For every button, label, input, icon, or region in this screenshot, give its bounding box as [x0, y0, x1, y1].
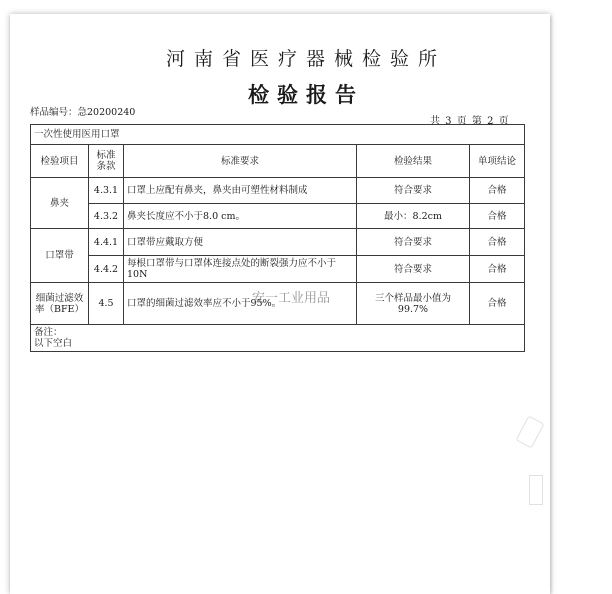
result-cell: 符合要求 [357, 256, 470, 283]
clause-cell: 4.3.2 [89, 204, 124, 229]
remarks-value: 以下空白 [34, 338, 73, 349]
inspection-table [30, 124, 525, 352]
remarks-label: 备注： [34, 327, 63, 338]
header-requirement: 标准要求 [124, 145, 357, 178]
item-group-cell: 细菌过滤效率（BFE） [31, 283, 89, 325]
header-conclusion: 单项结论 [470, 145, 525, 178]
header-result: 检验结果 [357, 145, 470, 178]
table-row [31, 204, 525, 229]
item-group-cell: 口罩带 [31, 229, 89, 283]
requirement-cell: 鼻夹长度应不小于8.0 cm。 [124, 204, 357, 229]
result-cell: 三个样品最小值为99.7% [357, 283, 470, 325]
watermark-text: 安一工业用品 [252, 291, 331, 306]
result-cell: 最小：8.2cm [357, 204, 470, 229]
conclusion-cell: 合格 [470, 256, 525, 283]
requirement-cell: 口罩的细菌过滤效率应不小于95%。 [124, 283, 357, 325]
item-group-cell: 鼻夹 [31, 178, 89, 229]
sample-number: 样品编号：急20200240 [30, 107, 136, 118]
table-row [31, 256, 525, 283]
clause-cell: 4.3.1 [89, 178, 124, 204]
requirement-cell: 口罩带应戴取方便 [124, 229, 357, 256]
result-cell: 符合要求 [357, 178, 470, 204]
clause-cell: 4.4.1 [89, 229, 124, 256]
clause-cell: 4.4.2 [89, 256, 124, 283]
requirement-cell: 每根口罩带与口罩体连接点处的断裂强力应不小于10N [124, 256, 357, 283]
table-row [31, 229, 525, 256]
table-row [31, 178, 525, 204]
result-cell: 符合要求 [357, 229, 470, 256]
remarks-cell [31, 325, 525, 352]
stamp-edge-mark [529, 475, 543, 505]
conclusion-cell: 合格 [470, 178, 525, 204]
header-clause: 标准条款 [89, 145, 124, 178]
clause-cell: 4.5 [89, 283, 124, 325]
requirement-cell: 口罩上应配有鼻夹，鼻夹由可塑性材料制成 [124, 178, 357, 204]
conclusion-cell: 合格 [470, 229, 525, 256]
report-title: 检验报告 [248, 82, 364, 107]
conclusion-cell: 合格 [470, 283, 525, 325]
conclusion-cell: 合格 [470, 204, 525, 229]
product-name-row: 一次性使用医用口罩 [31, 125, 525, 145]
page-info: 共 3 页 第 2 页 [430, 116, 510, 127]
issuing-organization: 河南省医疗器械检验所 [165, 48, 446, 70]
header-item: 检验项目 [31, 145, 89, 178]
